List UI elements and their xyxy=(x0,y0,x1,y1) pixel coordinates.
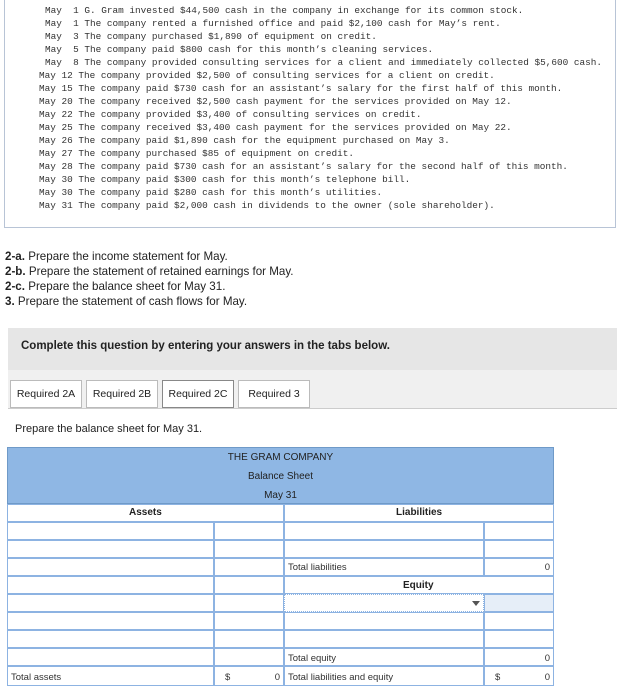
chevron-down-icon[interactable] xyxy=(472,601,480,606)
transaction-line: May 28 The company paid $730 cash for an assistant’s salary for the second half of this month. xyxy=(39,161,568,172)
tab-required-2b[interactable]: Required 2B xyxy=(86,380,158,408)
liability-label-input[interactable] xyxy=(284,522,484,540)
equity-amount-input[interactable] xyxy=(484,594,554,612)
transaction-line: May 22 The company provided $3,400 of consulting services on credit. xyxy=(39,109,422,120)
transaction-line: May 27 The company purchased $85 of equipment on credit. xyxy=(39,148,355,159)
asset-label-input[interactable] xyxy=(7,558,214,576)
liability-amount-input[interactable] xyxy=(484,522,554,540)
transaction-line: May 30 The company paid $300 cash for this month’s telephone bill. xyxy=(39,174,411,185)
asset-label-input[interactable] xyxy=(7,594,214,612)
asset-amount-input[interactable] xyxy=(214,522,284,540)
total-assets-value: 0 xyxy=(274,672,280,683)
sheet-title: Balance Sheet xyxy=(247,471,314,482)
balance-sheet xyxy=(7,447,555,694)
total-equity-label: Total equity xyxy=(288,653,337,664)
transaction-line: May 3 The company purchased $1,890 of equipment on credit. xyxy=(45,31,377,42)
transaction-line: May 25 The company received $3,400 cash payment for the services provided on May 22. xyxy=(39,122,512,133)
total-assets-label: Total assets xyxy=(11,672,62,683)
asset-amount-input[interactable] xyxy=(214,630,284,648)
transaction-line: May 1 The company rented a furnished office and paid $2,100 cash for May’s rent. xyxy=(45,18,501,29)
total-assets-currency: $ xyxy=(225,672,231,683)
asset-amount-input[interactable] xyxy=(214,558,284,576)
assets-header: Assets xyxy=(129,507,162,518)
requirement-2b: 2-b. Prepare the statement of retained earnings for May. xyxy=(5,265,294,278)
tab-required-2c[interactable]: Required 2C xyxy=(162,380,234,408)
total-le-value: 0 xyxy=(544,672,550,683)
sheet-header xyxy=(7,447,554,504)
equity-account-select[interactable] xyxy=(284,594,484,612)
asset-amount-input[interactable] xyxy=(214,540,284,558)
transaction-line: May 15 The company paid $730 cash for an assistant’s salary for the first half of this month. xyxy=(39,83,563,94)
requirement-2a: 2-a. Prepare the income statement for May. xyxy=(5,250,228,263)
asset-amount-input[interactable] xyxy=(214,594,284,612)
transaction-line: May 12 The company provided $2,500 of consulting services for a client on credit. xyxy=(39,70,495,81)
transaction-line: May 31 The company paid $2,000 cash in dividends to the owner (sole shareholder). xyxy=(39,200,495,211)
total-le-currency: $ xyxy=(495,672,501,683)
instruction-text: Complete this question by entering your answers in the tabs below. xyxy=(21,340,390,352)
transaction-line: May 8 The company provided consulting services for a client and immediately collected $5,600 cash. xyxy=(45,57,602,68)
asset-label-input[interactable] xyxy=(7,522,214,540)
equity-label-input[interactable] xyxy=(284,612,484,630)
prompt-text: Prepare the balance sheet for May 31. xyxy=(15,423,203,435)
asset-amount-input[interactable] xyxy=(214,576,284,594)
transaction-line: May 1 G. Gram invested $44,500 cash in the company in exchange for its common stock. xyxy=(45,5,524,16)
instruction-bar xyxy=(8,328,617,370)
asset-amount-input[interactable] xyxy=(214,648,284,666)
asset-label-input[interactable] xyxy=(7,612,214,630)
liability-label-input[interactable] xyxy=(284,540,484,558)
requirement-2c: 2-c. Prepare the balance sheet for May 31. xyxy=(5,280,226,293)
transaction-line: May 5 The company paid $800 cash for this month’s cleaning services. xyxy=(45,44,434,55)
tab-required-3[interactable]: Required 3 xyxy=(238,380,310,408)
liability-amount-input[interactable] xyxy=(484,540,554,558)
asset-label-input[interactable] xyxy=(7,576,214,594)
asset-label-input[interactable] xyxy=(7,630,214,648)
equity-amount-input[interactable] xyxy=(484,630,554,648)
transaction-line: May 30 The company paid $280 cash for this month’s utilities. xyxy=(39,187,383,198)
total-le-label: Total liabilities and equity xyxy=(288,672,394,683)
transaction-line: May 20 The company received $2,500 cash payment for the services provided on May 12. xyxy=(39,96,512,107)
total-equity-value: 0 xyxy=(544,653,550,664)
asset-amount-input[interactable] xyxy=(214,612,284,630)
asset-label-input[interactable] xyxy=(7,648,214,666)
sheet-date: May 31 xyxy=(264,490,297,501)
equity-amount-input[interactable] xyxy=(484,612,554,630)
total-liabilities-label: Total liabilities xyxy=(288,562,347,573)
tab-required-2a[interactable]: Required 2A xyxy=(10,380,82,408)
company-name: THE GRAM COMPANY xyxy=(227,452,334,463)
asset-label-input[interactable] xyxy=(7,540,214,558)
liabilities-header: Liabilities xyxy=(396,507,443,518)
requirement-3: 3. Prepare the statement of cash flows for May. xyxy=(5,295,248,308)
total-liabilities-value: 0 xyxy=(544,562,550,573)
transaction-line: May 26 The company paid $1,890 cash for the equipment purchased on May 3. xyxy=(39,135,450,146)
equity-label-input[interactable] xyxy=(284,630,484,648)
equity-header: Equity xyxy=(403,580,434,591)
